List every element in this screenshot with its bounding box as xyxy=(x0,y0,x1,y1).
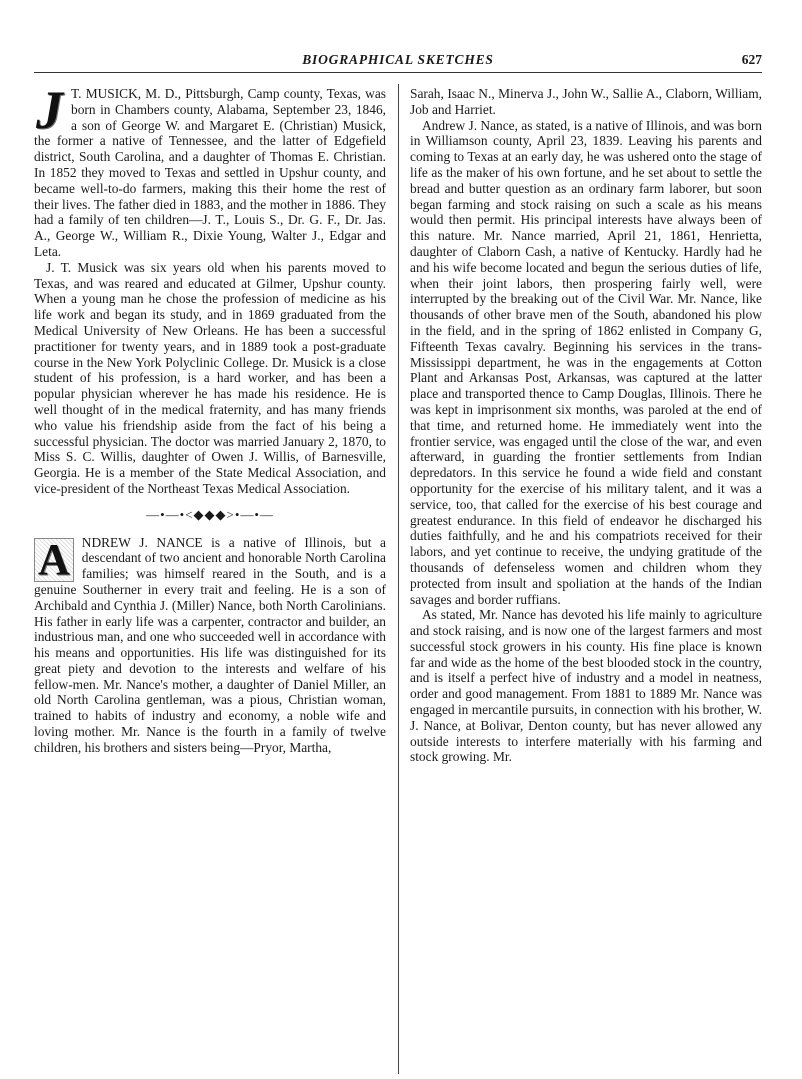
nance-text-1: NDREW J. NANCE is a native of Illinois, but a descendant of two ancient and honorable North Carolina families; was himself reared in the South, and is a genuine Southerner in every trait and feeling. He is a son of Archibald and Cynthia J. (Miller) Nance, both North Carolinians. His father in early life was a carpenter, contractor and builder, an industrious man, and one who succeeded well in accordance with his means and opportunities. His life was distinguished for its great piety and devotion to the interests and welfare of his fellow-men. Mr. Nance's mother, a daughter of Daniel Miller, an old North Carolina gentleman, was a pious, Christian woman, trained to habits of industry and economy, a noble wife and loving mother. Mr. Nance is the fourth in a family of twelve children, his brothers and sisters being—Pryor, Martha, xyxy=(34,534,386,755)
nance-paragraph-1 xyxy=(34,535,386,756)
running-head: BIOGRAPHICAL SKETCHES xyxy=(302,52,494,67)
section-ornament: —•—•<◆◆◆>•—•— xyxy=(146,506,274,522)
right-column xyxy=(410,86,762,765)
musick-paragraph-1 xyxy=(34,80,386,260)
musick-paragraph-2: J. T. Musick was six years old when his parents moved to Texas, and was reared and educated at Gilmer, Upshur county. When a young man he chose the profession of medicine as his life work and began its study, and in 1869 graduated from the Medical University of New Orleans. He has been a successful practitioner for twenty years, and in 1889 took a post-graduate course in the New York Polyclinic College. Dr. Musick is a close student of his profession, is a hard worker, and has been a popular physician wherever he has made his residence. He is well thought of in the medical fraternity, and has many friends who value his friendship aside from the fact of his being a successful physician. The doctor was married January 2, 1870, to Miss S. C. Willis, daughter of Owen J. Willis, of Barnesville, Georgia. He is a member of the State Medical Association, and vice-president of the Northeast Texas Medical Association. xyxy=(34,259,386,496)
left-column xyxy=(34,80,386,756)
column-divider xyxy=(398,84,399,1074)
musick-drop-cap: J xyxy=(36,80,63,140)
nance-paragraph-2: Andrew J. Nance, as stated, is a native of Illinois, and was born in Williamson county, April 23, 1839. Leaving his parents and coming to Texas at an early day, he was ushered onto the stage of life as the maker of his own fortune, and he set about to settle the bread and butter question as an ordinary farm laborer, but soon began farming and stock raising on such a scale as his means would then permit. His principal interests have always been of this nature. Mr. Nance married, April 21, 1861, Henrietta, daughter of Claborn Cash, a native of Kentucky. Hardly had he and his wife become located and begun the serious duties of life, when their joint labors, then prospering fairly well, were interrupted by the breaking out of the Civil War. Mr. Nance, like thousands of other brave men of the South, abandoned his plow in the field, and in the spring of 1862 enlisted in Company G, Fifteenth Texas cavalry. Beginning his services in the trans-Mississippi department, he was in the engagements at Cotton Plant and Arkansas Post, Arkansas, was captured at the latter place and transported thence to Camp Douglas, Illinois. There he was kept in imprisonment six months, was paroled at the end of that time, and returned home. He immediately went into the frontier service, was engaged until the close of the war, and even afterward, in guarding the frontier settlements from Indian depredators. In this service he found a wide field and constant opportunity for the exercise of his military talent, and it was a service, too, that called for the exercise of his best courage and greatest endurance. In this field of endeavor he discharged his duties faithfully, and he and his compatriots received for their labors, and yet continue to receive, the undying gratitude of the thousands of defenseless women and children whom they protected from insult and spoliation at the hands of the Indian savages and border ruffians. xyxy=(410,117,762,607)
page-header xyxy=(34,50,762,73)
nance-paragraph-3: As stated, Mr. Nance has devoted his life mainly to agriculture and stock raising, and is now one of the largest farmers and most successful stock growers in his county. His fine place is known far and wide as the home of the best blooded stock in the country, and is itself a perfect hive of industry and a model in neatness, order and good management. From 1881 to 1889 Mr. Nance was engaged in mercantile pursuits, in connection with his brother, W. J. Nance, at Bolivar, Denton county, but has never allowed any outside interests to interfere materially with his farming and stock growing. Mr. xyxy=(410,607,763,765)
nance-drop-cap: A xyxy=(34,538,74,582)
page-number: 627 xyxy=(741,52,762,67)
musick-text-1: T. MUSICK, M. D., Pittsburgh, Camp county, Texas, was born in Chambers county, Alabama, September 23, 1846, a son of George W. and Margaret E. (Christian) Musick, the former a native of Tennessee, and the latter of Edgefield district, South Carolina, and a daughter of Thomas E. Christian. In 1852 they moved to Texas and settled in Upshur county, and became well-to-do farmers, making this their home the rest of their lives. The father died in 1883, and the mother in 1886. They had a family of ten children—J. T., Louis S., Dr. G. F., Dr. Jas. A., George W., William R., Dixie Young, Walter J., Edgar and Leta. xyxy=(34,86,386,259)
nance-continuation: Sarah, Isaac N., Minerva J., John W., Sallie A., Claborn, William, Job and Harriet. xyxy=(410,86,762,117)
